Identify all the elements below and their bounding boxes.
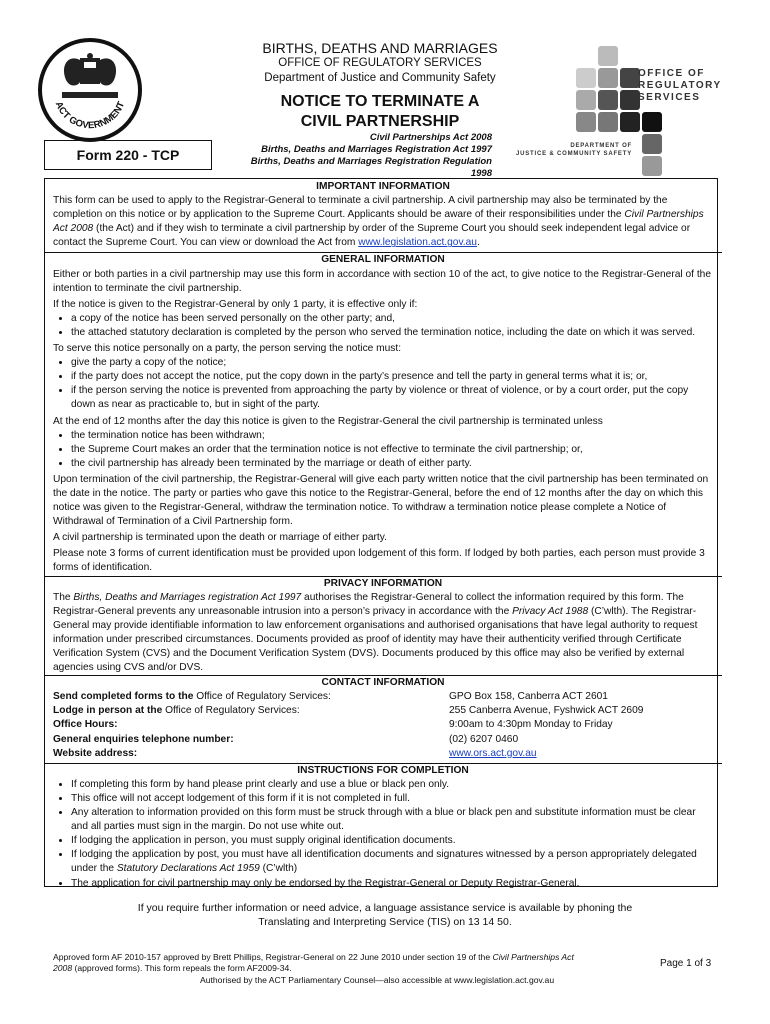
authorisation-note: Authorised by the ACT Parliamentary Counsel—also accessible at www.legislation.act.gov.au (200, 975, 555, 985)
svg-text:ACT GOVERNMENT (53, 100, 127, 131)
list-item: • the Supreme Court makes an order that the termination notice is not effective to terminate the civil partnership; or, (71, 443, 713, 457)
act-government-crest (38, 38, 142, 142)
general-p5: Upon termination of the civil partnership, the Registrar-General will give each party written notice that the civil partnership has been terminated on the date in the notice. The party or parties who gave this notice to the Registrar-General, before the end of 12 months after the day on which this notice was given to the Registrar-General, withdraw the termination notice. To withdraw a termination notice please complete a Notice of Withdrawal of Termination of a Civil Partnership form. (53, 473, 709, 528)
crest-text: ACT GOVERNMENT (52, 100, 128, 132)
contact-phone: General enquiries telephone number: (02) 6207 0460 (53, 733, 713, 747)
street-address: 255 Canberra Avenue, Fyshwick ACT 2609 (449, 705, 644, 717)
act-bdm-registration: Births, Deaths and Marriages Registration Act 1997 (261, 144, 492, 155)
general-p3: To serve this notice personally on a party, the person serving the notice must: (53, 343, 402, 355)
general-p4: At the end of 12 months after the day this notice is given to the Registrar-General the civil partnership is terminated unless (53, 415, 603, 427)
contact-web: Website address: www.ors.act.gov.au (53, 747, 537, 759)
contact-hours: Office Hours: 9:00am to 4:30pm Monday to Friday (53, 718, 713, 732)
general-p6: A civil partnership is terminated upon the death or marriage of either party. (53, 532, 387, 544)
list-item: • If lodging the application in person, you must supply original identification documents. (71, 834, 713, 848)
ors-dept-text (514, 142, 632, 158)
list-item: • This office will not accept lodgement of this form if it is not completed in full. (71, 792, 713, 806)
information-content (53, 180, 713, 891)
contact-send: Send completed forms to the Office of Regulatory Services: GPO Box 158, Canberra ACT 2601 (53, 690, 713, 704)
phone-number: (02) 6207 0460 (449, 733, 519, 745)
title-line-2: CIVIL PARTNERSHIP (300, 113, 460, 130)
list-item: • the attached statutory declaration is completed by the person who served the termination notice, including the date on which it was served. (71, 326, 713, 340)
department-name: Department of Justice and Community Safety (264, 72, 496, 84)
ors-logo (510, 46, 730, 176)
page-number: Page 1 of 3 (660, 958, 712, 969)
contact-heading: CONTACT INFORMATION (321, 677, 445, 689)
important-heading: IMPORTANT INFORMATION (316, 181, 450, 192)
ors-dept-line-2: JUSTICE & COMMUNITY SAFETY (515, 151, 632, 157)
list-item: • The application for civil partnership may only be endorsed by the Registrar-General or Deputy Registrar-General. (71, 877, 713, 891)
office-hours: 9:00am to 4:30pm Monday to Friday (449, 719, 613, 731)
acts-list (230, 132, 492, 180)
ors-logo-line-2: REGULATORY (638, 80, 722, 91)
regulation-bdm: Births, Deaths and Marriages Registration Regulation 1998 (250, 156, 492, 179)
general-list-3 (53, 429, 713, 471)
list-item: • the civil partnership has already been terminated by the marriage or death of either party. (71, 457, 713, 471)
general-list-2 (53, 356, 713, 412)
act-civil-partnerships: Civil Partnerships Act 2008 (369, 132, 492, 143)
tis-line-1: If you require further information or need advice, a language assistance service is available by phoning the (137, 902, 633, 914)
privacy-heading: PRIVACY INFORMATION (323, 577, 443, 589)
ors-logo-text (638, 68, 722, 104)
list-item: • a copy of the notice has been served personally on the other party; and, (71, 312, 713, 326)
general-p7: Please note 3 forms of current identification must be provided upon lodgement of this form. If lodged by both parties, each person must provide 3 forms of identification. (53, 548, 705, 574)
title-line-1: NOTICE TO TERMINATE A (280, 93, 480, 110)
contact-lodge: Lodge in person at the Office of Regulatory Services: 255 Canberra Avenue, Fyshwick ACT 2609 (53, 704, 713, 718)
list-item: • If lodging the application by post, you must have all identification documents and signatures witnessed by a person appropriately delegated under the Statutory Declarations Act 1959 (C’wlth) (71, 848, 713, 876)
general-p2: If the notice is given to the Registrar-General by only 1 party, it is effective only if: (53, 298, 418, 310)
ors-logo-line-3: SERVICES (638, 92, 701, 103)
important-paragraph: This form can be used to apply to the Registrar-General to terminate a civil partnership. A civil partnership may also be terminated by the completion on this notice or by application to the Supreme Court. Applicants should be aware of their responsibilities under the Civil Partnerships Act 2008 (the Act) and if they wish to terminate a civil partnership by order of the Supreme Court you should seek independent legal advice or contact the Supreme Court. You can view or download the Act from www.legislation.act.gov.au. (53, 195, 704, 249)
website-link[interactable]: www.ors.act.gov.au (449, 747, 537, 759)
list-item: • if the party does not accept the notice, put the copy down in the party’s presence and tell the party in general terms what it is; or, (71, 370, 713, 384)
tis-notice (100, 901, 670, 929)
list-item: • the termination notice has been withdrawn; (71, 429, 713, 443)
ors-logo-line-1: OFFICE OF (638, 68, 705, 79)
ors-dept-line-1: DEPARTMENT OF (570, 143, 632, 149)
page-title (230, 92, 530, 132)
list-item: • give the party a copy of the notice; (71, 356, 713, 370)
tis-line-2: Translating and Interpreting Service (TIS) on 13 14 50. (258, 916, 512, 928)
approval-note: Approved form AF 2010-157 approved by Brett Phillips, Registrar-General on 22 June 2010 under section 19 of the Civil Partnerships Act 2008 (approved forms). This form repeals the form AF2009-34. (53, 952, 574, 973)
privacy-paragraph: The Births, Deaths and Marriages registration Act 1997 authorises the Registrar-General to collect the information required by this form. The Registrar-General prevents any unreasonable intrusion into a person’s privacy in accordance with the Privacy Act 1988 (C’wlth). The Registrar-General may provide identifiable information to law enforcement organisations and authorised organisations that have legal authority to request information under prescribed circumstances. Documents provided as proof of identity may have their authenticity verified through Certificate Verification System (CVS) and the Document Verification System (DVS). Documents produced by this office may also be verified by external agencies using CVS and/or DVS. (53, 591, 698, 674)
form-number: Form 220 - TCP (44, 140, 212, 170)
postal-address: GPO Box 158, Canberra ACT 2601 (449, 691, 608, 703)
general-heading: GENERAL INFORMATION (321, 254, 445, 266)
list-item: • if the person serving the notice is prevented from approaching the party by violence or threat of violence, or by a court order, put the copy down as near as practicable to, but in sight of the party. (71, 384, 713, 412)
general-list-1 (53, 312, 713, 340)
instructions-list (53, 778, 713, 891)
org-name: BIRTHS, DEATHS AND MARRIAGES (262, 40, 498, 56)
instructions-heading: INSTRUCTIONS FOR COMPLETION (297, 764, 469, 776)
list-item: • Any alteration to information provided on this form must be struck through with a blue or black pen and substitute information must be clear and all parties must sign in the margin. Do not use white out. (71, 806, 713, 834)
legislation-link[interactable]: www.legislation.act.gov.au (358, 237, 477, 249)
general-p1: Either or both parties in a civil partnership may use this form in accordance with section 10 of the act, to give notice to the Registrar-General of the intention to terminate the civil partnership. (53, 268, 711, 294)
list-item: • If completing this form by hand please print clearly and use a blue or black pen only. (71, 778, 713, 792)
office-name: OFFICE OF REGULATORY SERVICES (278, 57, 482, 69)
